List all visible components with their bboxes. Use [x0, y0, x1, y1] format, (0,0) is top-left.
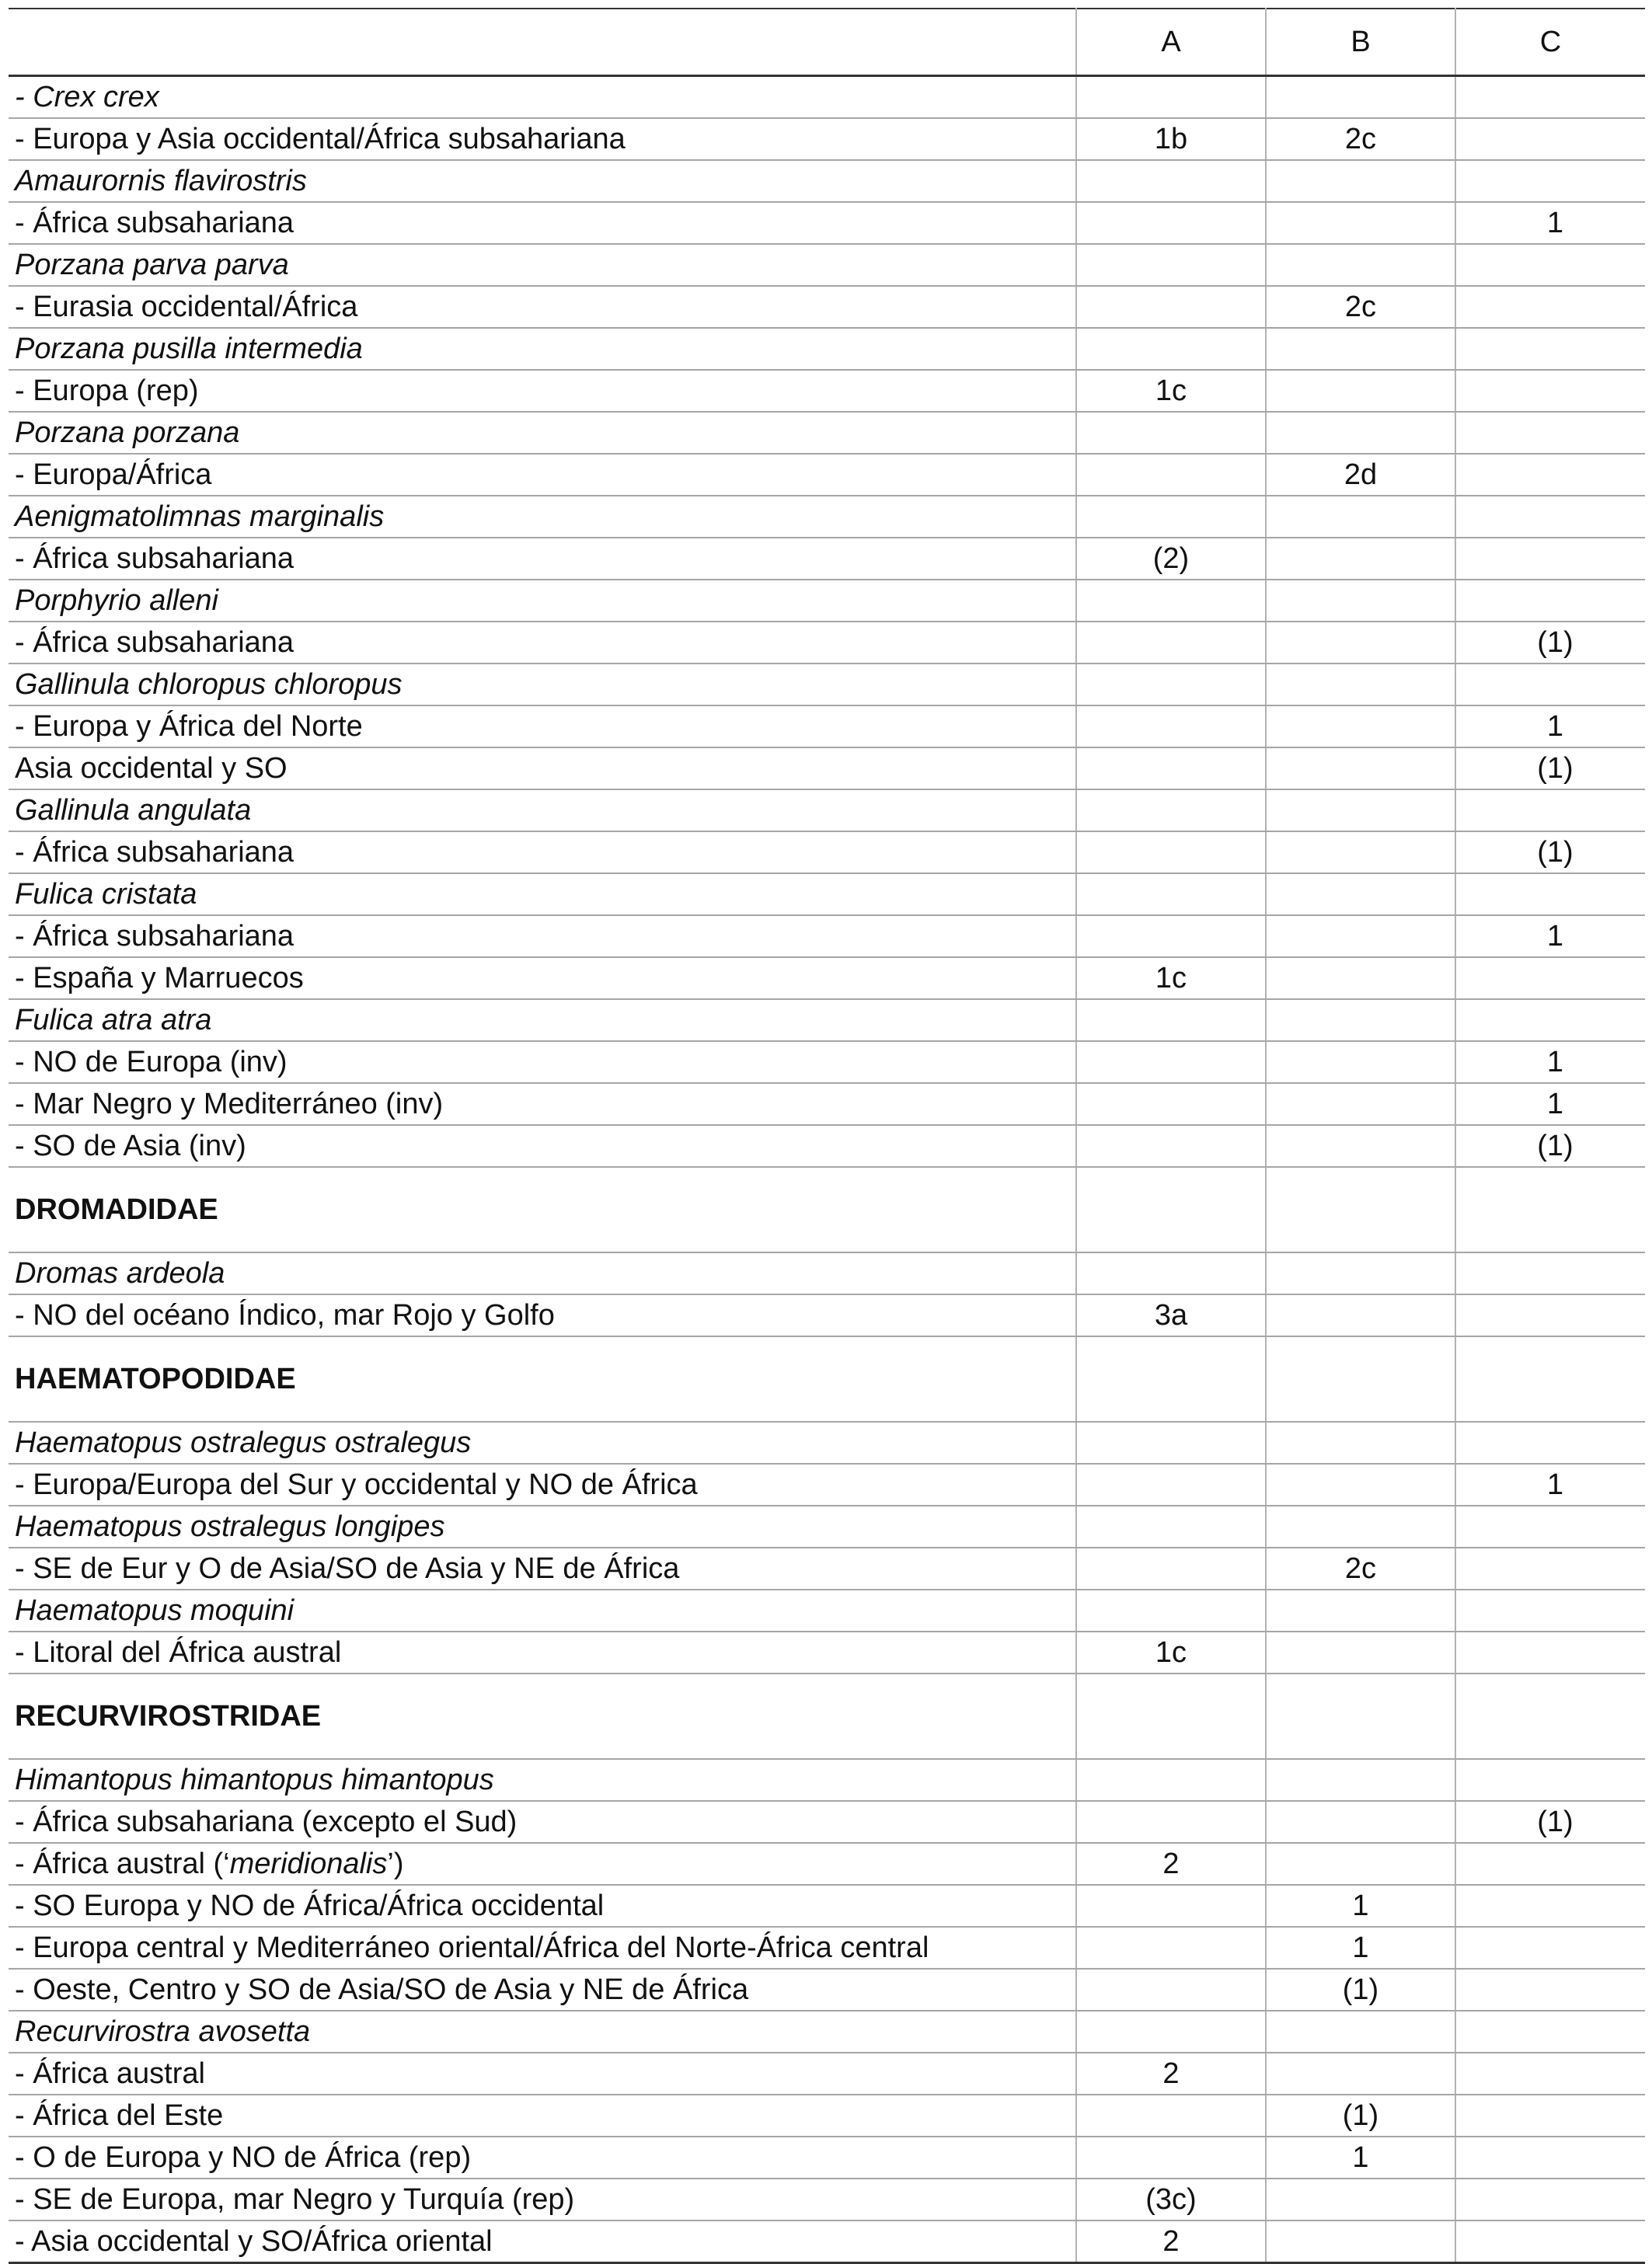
population-row	[9, 1083, 1645, 1125]
column-c-cell: (1)	[1455, 831, 1645, 873]
population-name: - África subsahariana	[9, 915, 1076, 957]
population-name: - Europa y África del Norte	[9, 705, 1076, 747]
column-c-cell	[1455, 496, 1645, 538]
species-row	[9, 580, 1645, 622]
column-c-cell	[1455, 2095, 1645, 2137]
column-c-cell	[1455, 412, 1645, 454]
column-a-cell	[1076, 999, 1266, 1041]
column-a-cell	[1076, 747, 1266, 789]
population-row	[9, 1125, 1645, 1167]
species-row	[9, 1506, 1645, 1548]
column-a-cell	[1076, 1167, 1266, 1252]
column-a-cell	[1076, 1125, 1266, 1167]
column-c-cell	[1455, 2179, 1645, 2220]
column-b-cell: 2d	[1266, 454, 1455, 496]
population-row	[9, 1294, 1645, 1336]
column-a-cell	[1076, 1801, 1266, 1843]
column-b-cell	[1266, 1294, 1455, 1336]
population-name: - SE de Eur y O de Asia/SO de Asia y NE de África	[9, 1548, 1076, 1590]
column-c-cell	[1455, 286, 1645, 328]
population-name-italic: meridionalis	[229, 1848, 388, 1880]
column-a-cell	[1076, 160, 1266, 202]
column-b-cell	[1266, 1252, 1455, 1294]
column-c-cell	[1455, 118, 1645, 160]
column-a-cell	[1076, 496, 1266, 538]
column-b-cell	[1266, 1464, 1455, 1506]
column-a-cell: 1b	[1076, 118, 1266, 160]
population-row	[9, 1041, 1645, 1083]
column-b-cell	[1266, 789, 1455, 831]
population-row	[9, 370, 1645, 412]
column-c-cell	[1455, 1632, 1645, 1674]
column-c-cell	[1455, 789, 1645, 831]
species-name: Dromas ardeola	[9, 1252, 1076, 1294]
column-b-cell	[1266, 1506, 1455, 1548]
species-name: Porzana parva parva	[9, 244, 1076, 286]
species-name: Aenigmatolimnas marginalis	[9, 496, 1076, 538]
column-a-cell: (3c)	[1076, 2179, 1266, 2220]
column-a-cell	[1076, 1336, 1266, 1422]
population-name: - SO Europa y NO de África/África occidental	[9, 1885, 1076, 1927]
column-c-cell: 1	[1455, 915, 1645, 957]
column-a-cell	[1076, 1674, 1266, 1759]
document-page	[9, 8, 1645, 2264]
column-b-cell: 1	[1266, 1885, 1455, 1927]
family-name: RECURVIROSTRIDAE	[9, 1674, 1076, 1759]
column-b-cell	[1266, 705, 1455, 747]
column-a-cell: 1c	[1076, 957, 1266, 999]
column-b-cell: 2c	[1266, 1548, 1455, 1590]
family-heading-row	[9, 1674, 1645, 1759]
species-row	[9, 999, 1645, 1041]
column-a-cell: 2	[1076, 2220, 1266, 2263]
conservation-status-table	[9, 8, 1645, 2264]
column-a-cell	[1076, 1252, 1266, 1294]
population-row	[9, 957, 1645, 999]
population-name: - Europa y Asia occidental/África subsahariana	[9, 118, 1076, 160]
column-a-cell	[1076, 580, 1266, 622]
column-c-cell	[1455, 1590, 1645, 1632]
population-name: - Mar Negro y Mediterráneo (inv)	[9, 1083, 1076, 1125]
species-name: Porzana porzana	[9, 412, 1076, 454]
column-b-cell	[1266, 1632, 1455, 1674]
column-b-cell	[1266, 664, 1455, 705]
population-row	[9, 118, 1645, 160]
column-c-cell	[1455, 1927, 1645, 1969]
population-row	[9, 1632, 1645, 1674]
population-row	[9, 622, 1645, 664]
population-name: - África subsahariana	[9, 831, 1076, 873]
column-b-cell	[1266, 747, 1455, 789]
population-name: - África subsahariana	[9, 538, 1076, 580]
column-b-cell: 2c	[1266, 286, 1455, 328]
column-a-cell	[1076, 2011, 1266, 2053]
population-row	[9, 831, 1645, 873]
family-heading-row	[9, 1167, 1645, 1252]
column-a-cell	[1076, 1506, 1266, 1548]
column-c-cell: (1)	[1455, 1125, 1645, 1167]
population-row	[9, 1927, 1645, 1969]
column-c-cell	[1455, 1167, 1645, 1252]
column-c-cell	[1455, 1843, 1645, 1885]
column-c-cell	[1455, 957, 1645, 999]
species-row	[9, 1422, 1645, 1464]
column-c-cell	[1455, 160, 1645, 202]
species-name: - Crex crex	[9, 76, 1076, 119]
column-b-cell	[1266, 957, 1455, 999]
column-b-cell	[1266, 76, 1455, 119]
population-name: - Eurasia occidental/África	[9, 286, 1076, 328]
column-a-cell	[1076, 1927, 1266, 1969]
column-b-cell: 2c	[1266, 118, 1455, 160]
column-a-cell	[1076, 705, 1266, 747]
species-row	[9, 76, 1645, 119]
population-name: - España y Marruecos	[9, 957, 1076, 999]
species-row	[9, 244, 1645, 286]
population-row	[9, 1843, 1645, 1885]
column-b-cell: 1	[1266, 2137, 1455, 2179]
population-name: - SE de Europa, mar Negro y Turquía (rep)	[9, 2179, 1076, 2220]
family-name: HAEMATOPODIDAE	[9, 1336, 1076, 1422]
column-c-cell	[1455, 2220, 1645, 2263]
species-name: Amaurornis flavirostris	[9, 160, 1076, 202]
column-c-cell	[1455, 1548, 1645, 1590]
population-row	[9, 454, 1645, 496]
column-c-cell	[1455, 1294, 1645, 1336]
column-a-cell: (2)	[1076, 538, 1266, 580]
column-b-cell	[1266, 873, 1455, 915]
species-name: Gallinula angulata	[9, 789, 1076, 831]
species-row	[9, 1252, 1645, 1294]
column-a-cell	[1076, 2095, 1266, 2137]
species-row	[9, 160, 1645, 202]
population-row	[9, 286, 1645, 328]
column-a-cell	[1076, 202, 1266, 244]
species-row	[9, 2011, 1645, 2053]
column-b-cell	[1266, 1843, 1455, 1885]
population-row	[9, 915, 1645, 957]
column-a-cell	[1076, 1759, 1266, 1801]
column-a-cell: 1c	[1076, 1632, 1266, 1674]
population-name: - África subsahariana	[9, 202, 1076, 244]
column-c-cell	[1455, 76, 1645, 119]
column-c-cell	[1455, 1674, 1645, 1759]
column-b-cell	[1266, 580, 1455, 622]
column-b-cell	[1266, 496, 1455, 538]
species-name: Recurvirostra avosetta	[9, 2011, 1076, 2053]
column-c-cell	[1455, 244, 1645, 286]
column-c-cell: (1)	[1455, 747, 1645, 789]
species-name: Porzana pusilla intermedia	[9, 328, 1076, 370]
population-row	[9, 202, 1645, 244]
column-a-cell: 2	[1076, 1843, 1266, 1885]
species-row	[9, 789, 1645, 831]
population-name: - Europa (rep)	[9, 370, 1076, 412]
population-name: - África subsahariana (excepto el Sud)	[9, 1801, 1076, 1843]
population-row	[9, 1885, 1645, 1927]
population-row	[9, 2095, 1645, 2137]
header-column-c: C	[1455, 9, 1645, 76]
population-row	[9, 1548, 1645, 1590]
column-b-cell	[1266, 538, 1455, 580]
family-heading-row	[9, 1336, 1645, 1422]
population-name: - Europa/Europa del Sur y occidental y NO de África	[9, 1464, 1076, 1506]
header-column-b: B	[1266, 9, 1455, 76]
column-b-cell: 1	[1266, 1927, 1455, 1969]
column-c-cell	[1455, 1252, 1645, 1294]
column-a-cell	[1076, 1885, 1266, 1927]
population-name: - África austral	[9, 2053, 1076, 2095]
column-a-cell	[1076, 831, 1266, 873]
column-c-cell	[1455, 2137, 1645, 2179]
species-name: Haematopus moquini	[9, 1590, 1076, 1632]
population-name: - NO de Europa (inv)	[9, 1041, 1076, 1083]
population-name: - África del Este	[9, 2095, 1076, 2137]
column-b-cell	[1266, 328, 1455, 370]
column-a-cell	[1076, 1548, 1266, 1590]
column-c-cell	[1455, 1506, 1645, 1548]
column-c-cell	[1455, 1336, 1645, 1422]
column-a-cell: 1c	[1076, 370, 1266, 412]
population-name: - Litoral del África austral	[9, 1632, 1076, 1674]
population-name	[9, 1843, 1076, 1885]
column-a-cell	[1076, 1422, 1266, 1464]
population-name: - Europa/África	[9, 454, 1076, 496]
population-row	[9, 2220, 1645, 2263]
population-row	[9, 2053, 1645, 2095]
table-body	[9, 76, 1645, 2263]
column-c-cell: (1)	[1455, 622, 1645, 664]
column-a-cell	[1076, 412, 1266, 454]
population-row	[9, 2137, 1645, 2179]
column-a-cell	[1076, 76, 1266, 119]
species-name: Haematopus ostralegus ostralegus	[9, 1422, 1076, 1464]
population-name: Asia occidental y SO	[9, 747, 1076, 789]
header-taxon-cell	[9, 9, 1076, 76]
population-name: - Europa central y Mediterráneo oriental/África del Norte-África central	[9, 1927, 1076, 1969]
column-b-cell	[1266, 412, 1455, 454]
column-c-cell	[1455, 1885, 1645, 1927]
column-c-cell	[1455, 370, 1645, 412]
family-name: DROMADIDAE	[9, 1167, 1076, 1252]
column-c-cell: 1	[1455, 1464, 1645, 1506]
species-row	[9, 664, 1645, 705]
population-name: - O de Europa y NO de África (rep)	[9, 2137, 1076, 2179]
species-name: Fulica cristata	[9, 873, 1076, 915]
column-b-cell	[1266, 160, 1455, 202]
population-name-prefix: - África austral (‘	[15, 1848, 230, 1880]
species-name: Fulica atra atra	[9, 999, 1076, 1041]
population-name: - NO del océano Índico, mar Rojo y Golfo	[9, 1294, 1076, 1336]
population-name: - Asia occidental y SO/África oriental	[9, 2220, 1076, 2263]
column-b-cell	[1266, 1336, 1455, 1422]
column-c-cell	[1455, 1422, 1645, 1464]
column-a-cell	[1076, 873, 1266, 915]
population-name-suffix: ’)	[387, 1848, 404, 1880]
species-name: Haematopus ostralegus longipes	[9, 1506, 1076, 1548]
column-b-cell	[1266, 2179, 1455, 2220]
population-name: - SO de Asia (inv)	[9, 1125, 1076, 1167]
table-header-row	[9, 9, 1645, 76]
column-c-cell	[1455, 1969, 1645, 2011]
population-row	[9, 1969, 1645, 2011]
column-b-cell	[1266, 1674, 1455, 1759]
column-b-cell	[1266, 2053, 1455, 2095]
column-b-cell	[1266, 370, 1455, 412]
column-c-cell	[1455, 454, 1645, 496]
column-a-cell	[1076, 1969, 1266, 2011]
column-b-cell	[1266, 1759, 1455, 1801]
column-a-cell	[1076, 454, 1266, 496]
column-c-cell: (1)	[1455, 1801, 1645, 1843]
column-b-cell	[1266, 2011, 1455, 2053]
column-a-cell	[1076, 789, 1266, 831]
column-c-cell	[1455, 2011, 1645, 2053]
column-b-cell	[1266, 2220, 1455, 2263]
population-name: - África subsahariana	[9, 622, 1076, 664]
column-c-cell: 1	[1455, 202, 1645, 244]
column-a-cell	[1076, 244, 1266, 286]
species-name: Himantopus himantopus himantopus	[9, 1759, 1076, 1801]
column-b-cell	[1266, 1083, 1455, 1125]
species-row	[9, 873, 1645, 915]
column-a-cell: 2	[1076, 2053, 1266, 2095]
column-a-cell	[1076, 1464, 1266, 1506]
column-b-cell	[1266, 1590, 1455, 1632]
column-b-cell: (1)	[1266, 1969, 1455, 2011]
column-b-cell	[1266, 1801, 1455, 1843]
column-b-cell	[1266, 202, 1455, 244]
column-c-cell	[1455, 873, 1645, 915]
column-c-cell	[1455, 328, 1645, 370]
population-row	[9, 705, 1645, 747]
column-c-cell: 1	[1455, 705, 1645, 747]
column-c-cell: 1	[1455, 1041, 1645, 1083]
species-row	[9, 328, 1645, 370]
column-a-cell	[1076, 622, 1266, 664]
population-row	[9, 2179, 1645, 2220]
column-b-cell	[1266, 1422, 1455, 1464]
column-b-cell: (1)	[1266, 2095, 1455, 2137]
column-a-cell	[1076, 1083, 1266, 1125]
column-c-cell	[1455, 1759, 1645, 1801]
column-b-cell	[1266, 244, 1455, 286]
column-c-cell	[1455, 664, 1645, 705]
column-b-cell	[1266, 915, 1455, 957]
column-c-cell	[1455, 999, 1645, 1041]
column-a-cell	[1076, 2137, 1266, 2179]
column-a-cell	[1076, 1041, 1266, 1083]
column-b-cell	[1266, 831, 1455, 873]
header-column-a: A	[1076, 9, 1266, 76]
population-name: - Oeste, Centro y SO de Asia/SO de Asia y NE de África	[9, 1969, 1076, 2011]
species-row	[9, 1590, 1645, 1632]
column-c-cell	[1455, 538, 1645, 580]
column-a-cell	[1076, 664, 1266, 705]
species-row	[9, 1759, 1645, 1801]
column-b-cell	[1266, 1125, 1455, 1167]
species-name: Gallinula chloropus chloropus	[9, 664, 1076, 705]
species-row	[9, 496, 1645, 538]
column-b-cell	[1266, 1041, 1455, 1083]
population-row	[9, 538, 1645, 580]
column-a-cell: 3a	[1076, 1294, 1266, 1336]
population-row	[9, 1464, 1645, 1506]
column-a-cell	[1076, 915, 1266, 957]
column-b-cell	[1266, 1167, 1455, 1252]
species-name: Porphyrio alleni	[9, 580, 1076, 622]
column-a-cell	[1076, 1590, 1266, 1632]
column-c-cell	[1455, 2053, 1645, 2095]
population-row	[9, 747, 1645, 789]
column-a-cell	[1076, 286, 1266, 328]
species-row	[9, 412, 1645, 454]
column-c-cell	[1455, 580, 1645, 622]
population-row	[9, 1801, 1645, 1843]
column-b-cell	[1266, 622, 1455, 664]
column-c-cell: 1	[1455, 1083, 1645, 1125]
column-a-cell	[1076, 328, 1266, 370]
column-b-cell	[1266, 999, 1455, 1041]
